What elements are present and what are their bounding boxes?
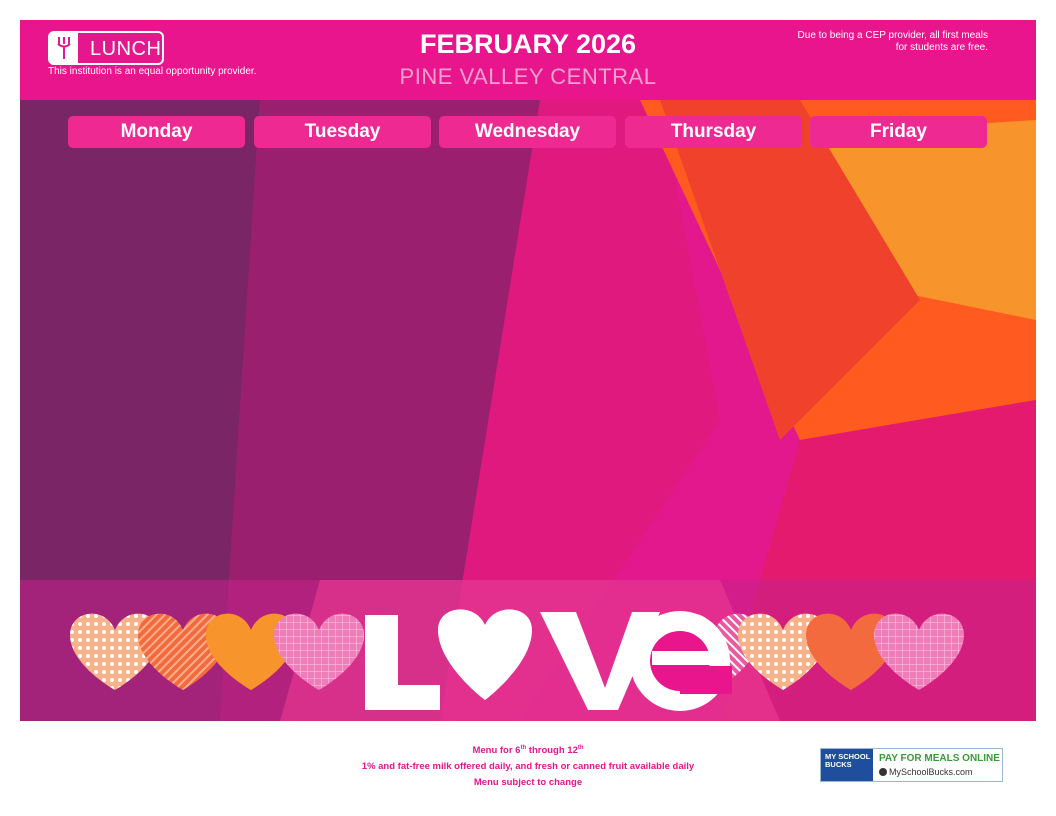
month-title: FEBRUARY 2026	[419, 29, 637, 59]
globe-icon	[879, 768, 887, 776]
footer-grade-text: Menu for 6	[472, 745, 521, 757]
school-name: PINE VALLEY CENTRAL	[399, 64, 657, 89]
myschoolbucks-url	[879, 767, 973, 777]
myschoolbucks-logo[interactable]	[820, 748, 1003, 782]
lunch-logo	[48, 31, 164, 65]
fork-icon	[56, 37, 72, 59]
myschoolbucks-url-text: MySchoolBucks.com	[889, 767, 973, 777]
footer-superscript: th	[520, 745, 527, 751]
day-header-monday: Monday	[68, 116, 245, 148]
myschoolbucks-mark: MY SCHOOL BUCKS	[821, 749, 873, 781]
day-header-wednesday: Wednesday	[439, 116, 616, 148]
lunch-logo-label: LUNCH	[90, 38, 162, 60]
menu-poster	[20, 20, 1036, 721]
footer-superscript-2: th	[577, 745, 584, 751]
cep-note: Due to being a CEP provider, all first meals for students are free.	[797, 30, 988, 53]
equal-opportunity-notice: This institution is an equal opportunity provider.	[48, 66, 257, 77]
day-header-thursday: Thursday	[625, 116, 802, 148]
footer-milk-note: 1% and fat-free milk offered daily, and fresh or canned fruit available daily	[361, 761, 695, 773]
day-header-tuesday: Tuesday	[254, 116, 431, 148]
footer-grade-range	[280, 740, 776, 759]
footer-grade-text-2: through 12	[526, 745, 578, 757]
day-header-friday: Friday	[810, 116, 987, 148]
pay-online-label: PAY FOR MEALS ONLINE	[879, 753, 1000, 764]
footer-change-note: Menu subject to change	[473, 777, 583, 789]
menu-footer	[280, 740, 776, 791]
